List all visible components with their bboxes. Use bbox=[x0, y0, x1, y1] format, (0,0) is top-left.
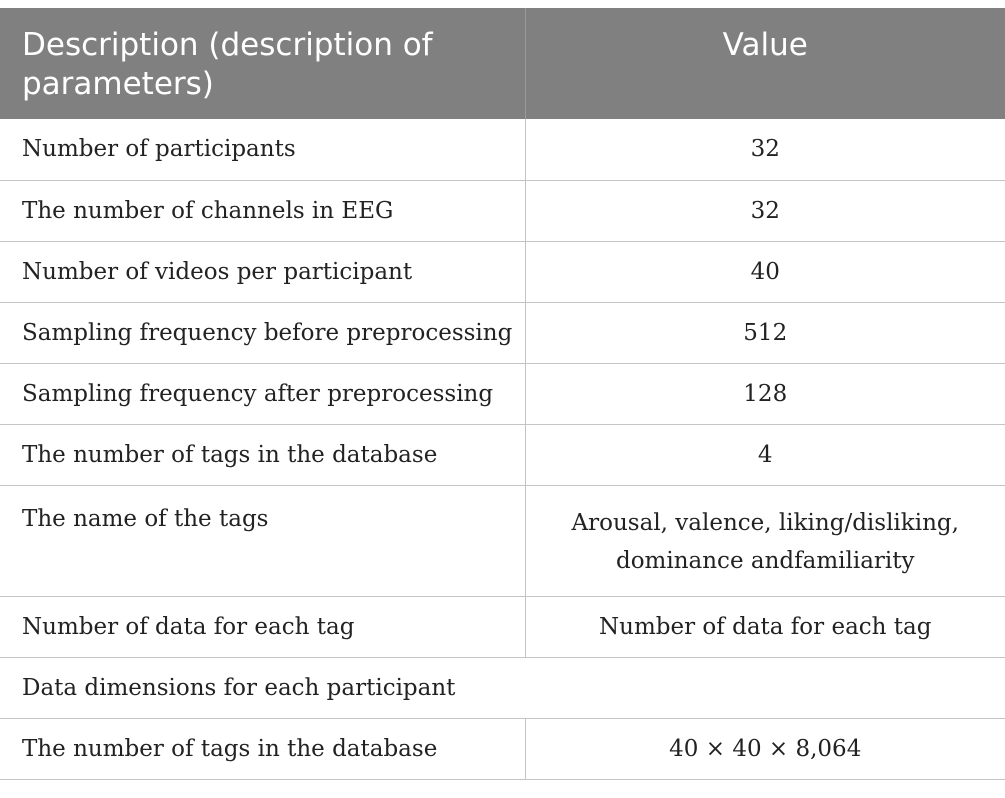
table-row bbox=[0, 485, 1005, 596]
row-value: 32 bbox=[525, 119, 1005, 180]
row-value: 512 bbox=[525, 302, 1005, 363]
row-value: 40 × 40 × 8,064 bbox=[525, 718, 1005, 779]
row-value: 128 bbox=[525, 363, 1005, 424]
row-description: Number of participants bbox=[0, 119, 525, 180]
row-description: The number of tags in the database bbox=[0, 424, 525, 485]
row-description: Number of data for each tag bbox=[0, 596, 525, 657]
table-row bbox=[0, 241, 1005, 302]
table-row bbox=[0, 424, 1005, 485]
row-value bbox=[525, 485, 1005, 596]
table-row bbox=[0, 119, 1005, 180]
row-value: 40 bbox=[525, 241, 1005, 302]
row-description: The name of the tags bbox=[0, 485, 525, 596]
header-value: Value bbox=[525, 8, 1005, 119]
row-description-spanning: Data dimensions for each participant bbox=[0, 657, 1005, 718]
table-row bbox=[0, 363, 1005, 424]
table-row bbox=[0, 596, 1005, 657]
table-row bbox=[0, 657, 1005, 718]
row-description: Sampling frequency after preprocessing bbox=[0, 363, 525, 424]
row-value: Number of data for each tag bbox=[525, 596, 1005, 657]
header-row bbox=[0, 8, 1005, 119]
row-description: The number of tags in the database bbox=[0, 718, 525, 779]
row-value-line: dominance andfamiliarity bbox=[615, 547, 915, 574]
parameters-table bbox=[0, 8, 1005, 780]
row-value: 32 bbox=[525, 180, 1005, 241]
table-row bbox=[0, 718, 1005, 779]
row-description: Number of videos per participant bbox=[0, 241, 525, 302]
header-description: Description (description of parameters) bbox=[0, 8, 525, 119]
table-row bbox=[0, 302, 1005, 363]
row-value: 4 bbox=[525, 424, 1005, 485]
row-description: The number of channels in EEG bbox=[0, 180, 525, 241]
row-value-line: Arousal, valence, liking/disliking, bbox=[571, 509, 959, 536]
row-description: Sampling frequency before preprocessing bbox=[0, 302, 525, 363]
table-row bbox=[0, 180, 1005, 241]
